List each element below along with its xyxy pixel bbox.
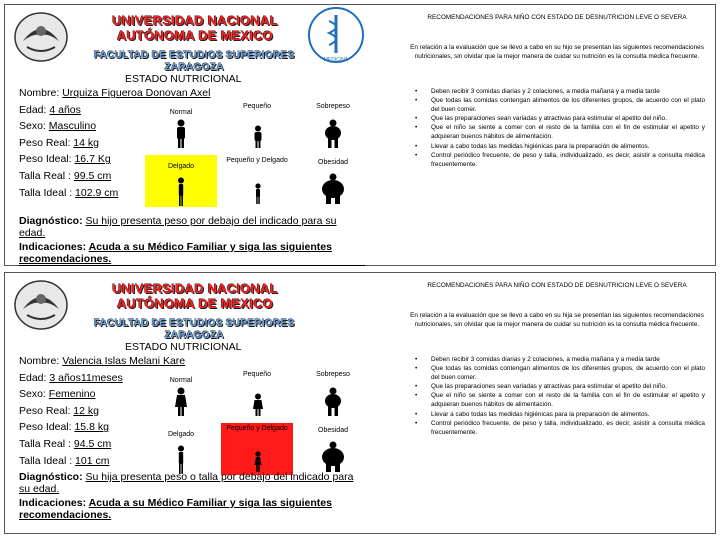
list-item: • Control periódico frecuente, de peso y talla, individualizado, es decir, asistir a consulta médica frecuentemente. [405,151,705,169]
ideal-weight: 15.8 kg [74,421,109,434]
cell-normal: Normal [145,367,217,419]
diagnosis: Diagnóstico: Su hija presenta peso o talla por debajo del indicado para su edad. [19,471,354,495]
report-card-2 [4,272,716,534]
child-normal-icon [175,119,187,149]
real-weight: 12 kg [73,404,99,417]
diagnosis-text: Su hijo presenta peso por debajo del indicado para su edad. [19,215,337,239]
real-weight: 14 kg [73,136,99,149]
child-normal-icon [175,387,187,417]
cell-small: Pequeño [221,99,293,151]
child-small-thin-icon [254,183,262,205]
nutrition-grid [145,99,381,207]
patient-sex: Femenino [48,388,96,401]
cell-small: Pequeño [221,367,293,419]
divider [19,265,365,266]
child-overweight-icon [323,387,343,417]
patient-info: Nombre: Valencia Islas Melani Kare Edad: 3 años11meses Sexo: Femenino Peso Real: 12 kg Peso Ideal: 15.8 kg Talla Real : 94.5 cm Talla Ideal : 101 cm [19,355,186,467]
section-title: ESTADO NUTRICIONAL [125,341,242,353]
recommendations-list [405,355,705,437]
medicine-logo-icon [305,5,367,67]
child-overweight-icon [323,119,343,149]
recommendations-title: RECOMENDACIONES PARA NIÑO CON ESTADO DE DESNUTRICION LEVE O SEVERA [427,14,687,21]
cell-thin: Delgado [145,423,217,475]
faculty-name: FACULTAD DE ESTUDIOS SUPERIORES ZARAGOZA [93,49,295,73]
diagnosis-text: Su hija presenta peso o talla por debajo del indicado para su edad. [19,471,354,495]
cell-obese: Obesidad [297,155,369,207]
ideal-height: 102.9 cm [75,186,119,199]
indications: Indicaciones: Acuda a su Médico Familiar y siga las siguientes recomendaciones. [19,241,332,265]
patient-info: Nombre: Urquiza Figueroa Donovan Axel Edad: 4 años Sexo: Masculino Peso Real: 14 kg Peso Ideal: 16.7 Kg Talla Real : 99.5 cm Talla Ideal : 102.9 cm [19,87,211,199]
report-card-1 [4,4,716,266]
cell-small-thin: Pequeño y Delgado [221,423,293,475]
list-item: • Llevar a cabo todas las medidas higiénicas para la preparación de alimentos. [405,142,705,151]
patient-panel [5,273,395,533]
recommendations-intro: En relación a la evaluación que se llevo a cabo en su hija se presentan las siguientes recomendaciones nutricionales, sin olvidar que la mejor manera de cuidar su nutrición es la consulta médica frecuente. [410,312,704,329]
unam-seal-icon [13,279,69,331]
list-item: • Que el niño se siente a comer con el resto de la familia con el fin de estimular el apetito y adquieran buenos hábitos de alimentación. [405,123,705,141]
indications-text: Acuda a su Médico Familiar y siga las siguientes recomendaciones. [19,241,332,265]
list-item: • Que el niño se siente a comer con el resto de la familia con el fin de estimular el apetito y adquieran buenos hábitos de alimentación. [405,391,705,409]
cell-obese: Obesidad [297,423,369,475]
section-title: ESTADO NUTRICIONAL [125,73,242,85]
unam-seal-icon [13,11,69,63]
diagnosis: Diagnóstico: Su hijo presenta peso por debajo del indicado para su edad. [19,215,337,239]
recommendations-list [405,87,705,169]
child-small-thin-icon [254,451,262,473]
child-small-icon [253,393,263,417]
cell-overweight: Sobrepeso [297,99,369,151]
child-obese-icon [321,441,345,473]
recommendations-panel [397,5,715,265]
list-item: • Llevar a cabo todas las medidas higiénicas para la preparación de alimentos. [405,410,705,419]
university-name: UNIVERSIDAD NACIONAL AUTÓNOMA DE MEXICO [112,13,278,43]
indications: Indicaciones: Acuda a su Médico Familiar y siga las siguientes recomendaciones. [19,497,332,521]
patient-name: Urquiza Figueroa Donovan Axel [62,87,211,99]
patient-sex: Masculino [48,120,97,133]
child-obese-icon [321,173,345,205]
recommendations-title: RECOMENDACIONES PARA NIÑO CON ESTADO DE DESNUTRICION LEVE O SEVERA [427,282,687,289]
child-small-icon [253,125,263,149]
nutrition-grid [145,367,381,475]
indications-text: Acuda a su Médico Familiar y siga las siguientes recomendaciones. [19,497,332,521]
medicine-logo-text: MEDICINA [323,57,349,63]
patient-age: 3 años11meses [49,371,123,384]
cell-small-thin: Pequeño y Delgado [221,155,293,207]
cell-overweight: Sobrepeso [297,367,369,419]
list-item: • Deben recibir 3 comidas diarias y 2 colaciones, a media mañana y a media tarde [405,87,705,96]
child-thin-icon [177,177,185,207]
patient-age: 4 años [49,103,81,116]
faculty-name: FACULTAD DE ESTUDIOS SUPERIORES ZARAGOZA [93,317,295,341]
cell-normal: Normal [145,99,217,151]
recommendations-panel [397,273,715,533]
ideal-weight: 16.7 Kg [74,153,111,166]
real-height: 94.5 cm [73,437,112,450]
cell-thin: Delgado [145,155,217,207]
university-name: UNIVERSIDAD NACIONAL AUTÓNOMA DE MEXICO [112,281,278,311]
patient-name: Valencia Islas Melani Kare [62,355,186,367]
list-item: • Que las preparaciones sean variadas y atractivas para estimular el apetito del niño. [405,114,705,123]
recommendations-intro: En relación a la evaluación que se llevo a cabo en su hijo se presentan las siguientes recomendaciones nutricionales, sin olvidar que la mejor manera de cuidar su nutrición es la consulta médica frecuente. [410,44,704,61]
ideal-height: 101 cm [75,454,110,467]
list-item: • Deben recibir 3 comidas diarias y 2 colaciones, a media mañana y a media tarde [405,355,705,364]
patient-panel [5,5,395,265]
list-item: • Que las preparaciones sean variadas y atractivas para estimular el apetito del niño. [405,382,705,391]
list-item: • Control periódico frecuente, de peso y talla, individualizado, es decir, asistir a consulta médica frecuentemente. [405,419,705,437]
list-item: • Que todas las comidas contengan alimentos de los diferentes grupos, de acuerdo con el plato del buen comer. [405,96,705,114]
real-height: 99.5 cm [73,169,112,182]
list-item: • Que todas las comidas contengan alimentos de los diferentes grupos, de acuerdo con el plato del buen comer. [405,364,705,382]
